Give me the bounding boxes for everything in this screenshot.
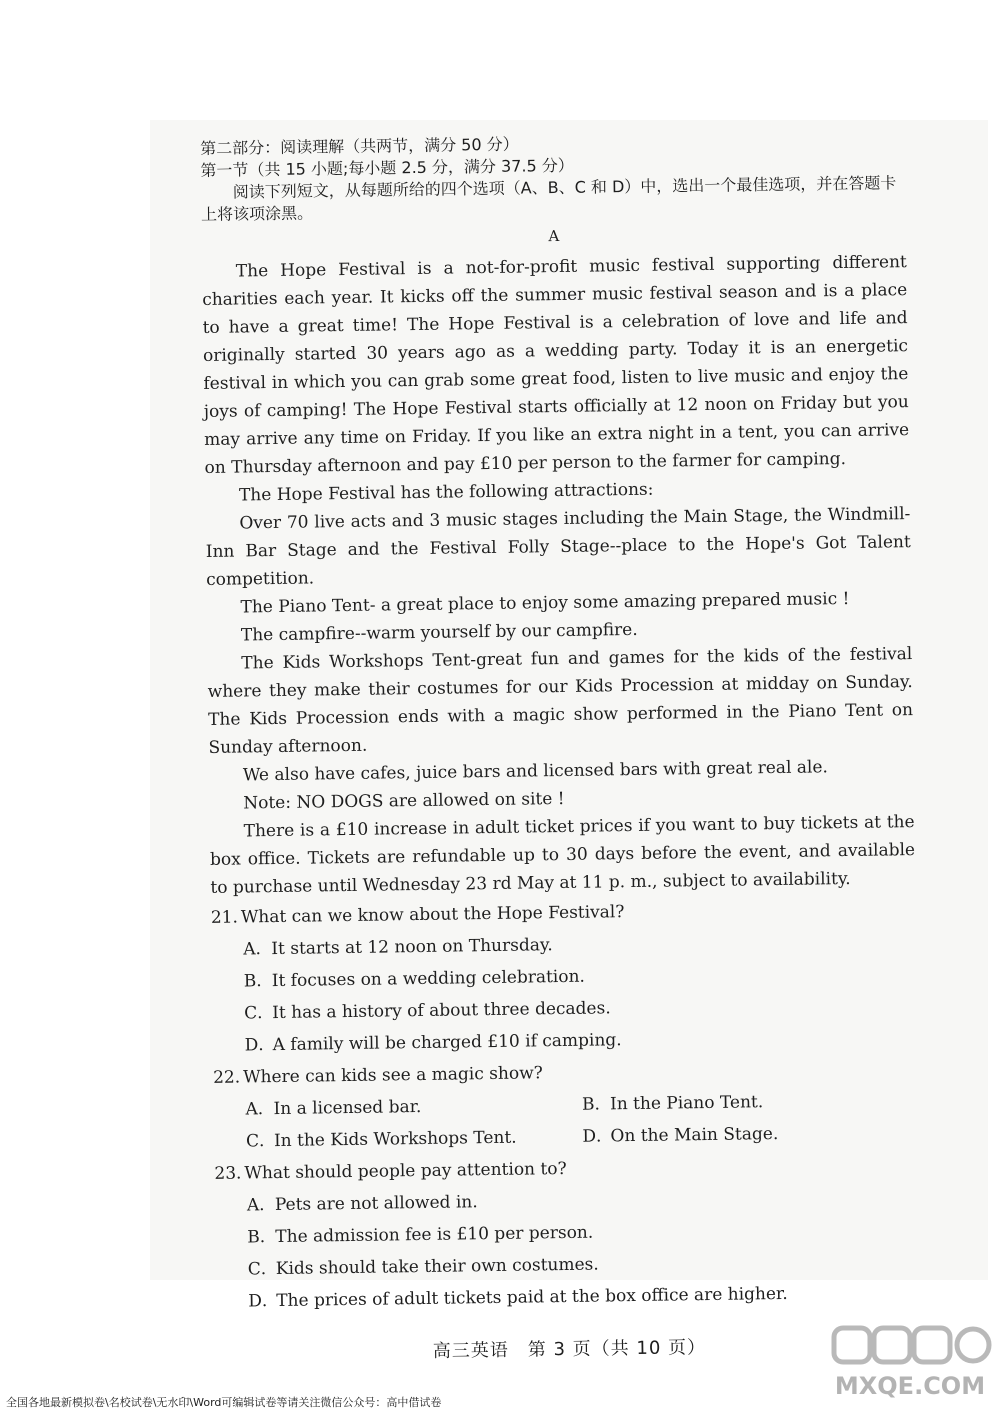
passage-label: A	[548, 226, 560, 246]
option-text: It focuses on a wedding celebration.	[271, 966, 586, 992]
question-number: 21．	[210, 907, 250, 928]
option-text: The prices of adult tickets paid at the box office are higher.	[276, 1283, 788, 1312]
question-stem: What should people pay attention to?	[244, 1158, 567, 1184]
option-letter: A．	[246, 1195, 277, 1216]
option-text: It has a history of about three decades.	[272, 998, 611, 1024]
option-22-c[interactable]	[246, 1121, 583, 1158]
exam-page	[200, 128, 922, 1366]
option-text: The admission fee is £10 per person.	[275, 1222, 594, 1248]
option-text: In a licensed bar.	[273, 1097, 422, 1120]
section-heading: 第一节（共 15 小题;每小题 2.5 分，满分 37.5 分）	[200, 155, 574, 180]
option-letter: C．	[244, 1003, 275, 1024]
passage-paragraph: Over 70 live acts and 3 music stages including the Main Stage, the Windmill-Inn Bar Stage and the Festival Folly Stage--place to the Hope's Got Talent competition.	[205, 504, 911, 590]
option-22-b[interactable]	[582, 1084, 919, 1121]
option-22-d[interactable]	[582, 1116, 919, 1153]
passage-paragraph: There is a £10 increase in adult ticket prices if you want to buy tickets at the box office. Tickets are refundable up to 30 days before the event, and available to purchase until Wednesday 23 rd May at 11 p. m., subject to availability.	[209, 812, 916, 898]
question-stem: Where can kids see a magic show?	[242, 1063, 543, 1088]
option-letter: B．	[243, 971, 274, 992]
question-number: 23．	[214, 1163, 254, 1184]
option-letter: D．	[582, 1126, 614, 1147]
passage-paragraph: The Kids Workshops Tent-great fun and games for the kids of the festival where they make their costumes for our Kids Procession at midday on Sunday. The Kids Procession ends with a magic show performed in the Piano Tent on Sunday afternoon.	[207, 644, 914, 758]
passage-paragraph: The Hope Festival has the following attractions:	[238, 479, 654, 506]
passage-paragraph: The campfire--warm yourself by our campfire.	[240, 619, 638, 646]
option-letter: C．	[245, 1131, 277, 1152]
option-letter: B．	[247, 1227, 277, 1248]
option-text: A family will be charged £10 if camping.	[272, 1030, 622, 1056]
option-text: On the Main Stage.	[610, 1124, 779, 1147]
logo-text: MXQE.COM	[834, 1372, 986, 1400]
instruction-text: 阅读下列短文，从每题所给的四个选项（A、B、C 和 D）中，选出一个最佳选项，并在答题卡上将该项涂黑。	[200, 173, 897, 224]
option-text: Kids should take their own costumes.	[275, 1254, 599, 1280]
passage-paragraph: The Hope Festival is a not-for-profit music festival supporting different charities each year. It kicks off the summer music festival season and is a place to have a great time! The Hope Festival is a celebration of love and life and originally started 30 years ago as a wedding party. Today it is an energetic festival in which you can grab some great food, listen to live music and enjoy the joys of camping! The Hope Festival starts officially at 12 noon on Friday but you may arrive any time on Friday. If you like an extra night in a tent, you can arrive on Thursday afternoon and pay £10 per person to the farmer for camping.	[202, 252, 910, 478]
option-letter: D．	[244, 1035, 276, 1056]
bottom-banner: 全国各地最新模拟卷\名校试卷\无水印\Word可编辑试卷等请关注微信公众号：高中借试卷	[6, 1396, 442, 1409]
passage-paragraph: We also have cafes, juice bars and licensed bars with great real ale.	[242, 757, 829, 786]
option-22-a[interactable]	[245, 1089, 582, 1126]
question-number: 22．	[212, 1067, 252, 1088]
part-heading: 第二部分：阅读理解（共两节，满分 50 分）	[200, 134, 519, 158]
option-text: In the Piano Tent.	[609, 1092, 764, 1115]
passage-paragraph: The Piano Tent- a great place to enjoy some amazing prepared music !	[240, 588, 850, 618]
option-text: In the Kids Workshops Tent.	[273, 1127, 517, 1152]
option-letter: B．	[581, 1094, 612, 1115]
option-letter: A．	[245, 1099, 275, 1120]
option-letter: C．	[247, 1259, 278, 1280]
passage-paragraph: Note: NO DOGS are allowed on site !	[243, 788, 565, 814]
question-stem: What can we know about the Hope Festival?	[240, 902, 625, 928]
option-text: Pets are not allowed in.	[274, 1192, 478, 1216]
option-text: It starts at 12 noon on Thursday.	[271, 935, 553, 960]
option-letter: A．	[243, 939, 273, 960]
page-footer: 高三英语 第 3 页（共 10 页）	[432, 1337, 707, 1362]
option-letter: D．	[248, 1291, 280, 1312]
